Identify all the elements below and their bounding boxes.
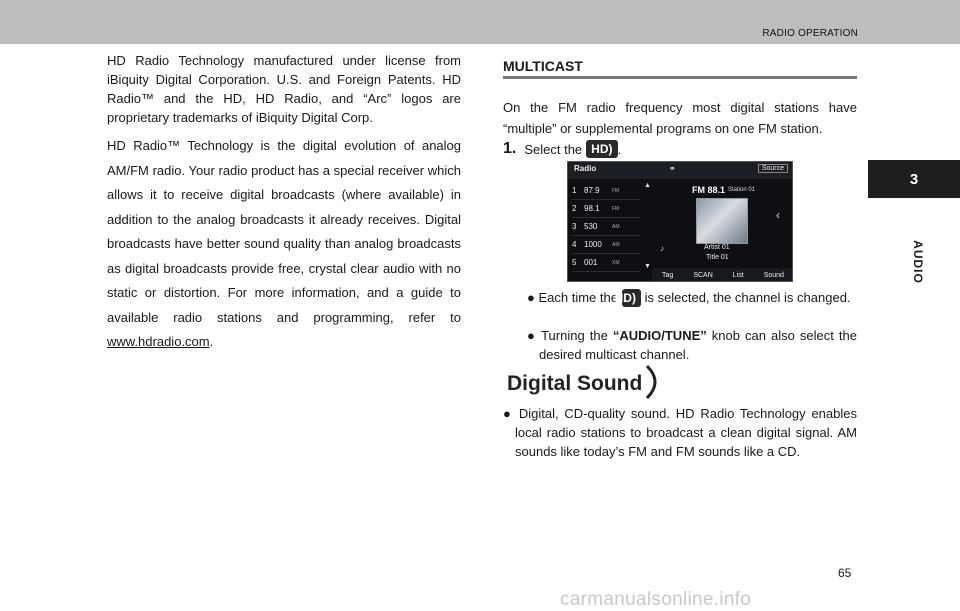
now-playing [656,182,768,270]
left-column [107,51,461,362]
knob-name: “AUDIO/TUNE” [612,328,707,343]
link-icon: ⚭ [669,164,676,173]
logo-text: Digital Sound [507,372,643,395]
source-button[interactable]: Source [758,164,788,173]
artist-name: Artist 01 [704,244,730,251]
bullet-channel-change: ● Each time the HD) is selected, the channel is changed. [527,290,851,305]
chapter-tab-number[interactable]: 3 [868,160,960,198]
scroll-up-icon[interactable]: ▲ [644,182,651,189]
page-number: 65 [838,566,852,580]
tag-button[interactable]: Tag [662,272,674,279]
scroll-down-icon[interactable]: ▼ [644,263,651,270]
chapter-tab-label: AUDIO [911,240,925,284]
preset-item[interactable]: 5 001 XM [572,254,640,272]
section-header: RADIO OPERATION [762,28,858,39]
license-paragraph: HD Radio Technology manufactured under license from iBiquity Digital Corporation. U.S. and Foreign Patents. HD Radio™ and the HD, HD Radio, and “Arc” logos are proprietary trademarks of iBiquity Digital Corp. [107,53,461,125]
preset-item[interactable]: 1 87.9 FM [572,182,640,200]
bullet-knob: ● Turning the “AUDIO/TUNE” knob can also select the desired multicast channel. [527,328,857,362]
hd-radio-paragraph: HD Radio™ Technology is the digital evolution of analog AM/FM radio. Your radio product has a special receiver which allows it to receive digital broadcasts (where available) in addition to the analog broadcasts it already receives. Digital broadcasts have better sound quality than analog broadcasts as digital broadcasts provide free, crystal clear audio with no static or distortion. For more information, and a guide to available radio stations and programming, refer to www.hdradio.com. [107,138,461,349]
station-name: Station 01 [728,187,756,193]
step-number: 1. [503,140,517,157]
preset-item[interactable]: 3 530 AM [572,218,640,236]
step-1: 1. Select the HD) . [503,140,622,157]
preset-list [572,182,640,272]
hd-button-icon: HD) [622,289,641,307]
album-art [696,198,748,244]
screen-title: Radio [574,164,597,173]
logo-arc [647,366,655,398]
scan-button[interactable]: SCAN [693,272,713,279]
list-button[interactable]: List [732,272,744,279]
song-title: Title 01 [706,254,729,261]
preset-scrollbar[interactable] [644,182,652,270]
hd-button-icon: HD) [586,140,617,158]
hdradio-link[interactable]: www.hdradio.com [107,334,210,349]
watermark: carmanualsonline.info [560,589,752,610]
chevron-left-icon[interactable]: ‹ [776,208,780,222]
screen-button-bar [652,268,793,282]
step-text: Select the [524,141,583,157]
radio-screen [567,161,793,282]
preset-item[interactable]: 4 1000 AM [572,236,640,254]
bullet-digital-sound: ● Digital, CD-quality sound. HD Radio Technology enables local radio stations to broadcast a clean digital signal. AM sounds like today’s FM and FM sounds like a CD. [503,406,857,459]
sound-button[interactable]: Sound [763,272,784,279]
current-frequency: FM 88.1 [692,185,726,195]
music-note-icon: ♪ [660,244,664,253]
digital-sound-logo [505,362,661,402]
section-title: MULTICAST [503,58,583,74]
title-divider [503,76,857,79]
multicast-intro: On the FM radio frequency most digital stations have “multiple” or supplemental programs on one FM station. [503,100,857,136]
preset-item[interactable]: 2 98.1 FM [572,200,640,218]
